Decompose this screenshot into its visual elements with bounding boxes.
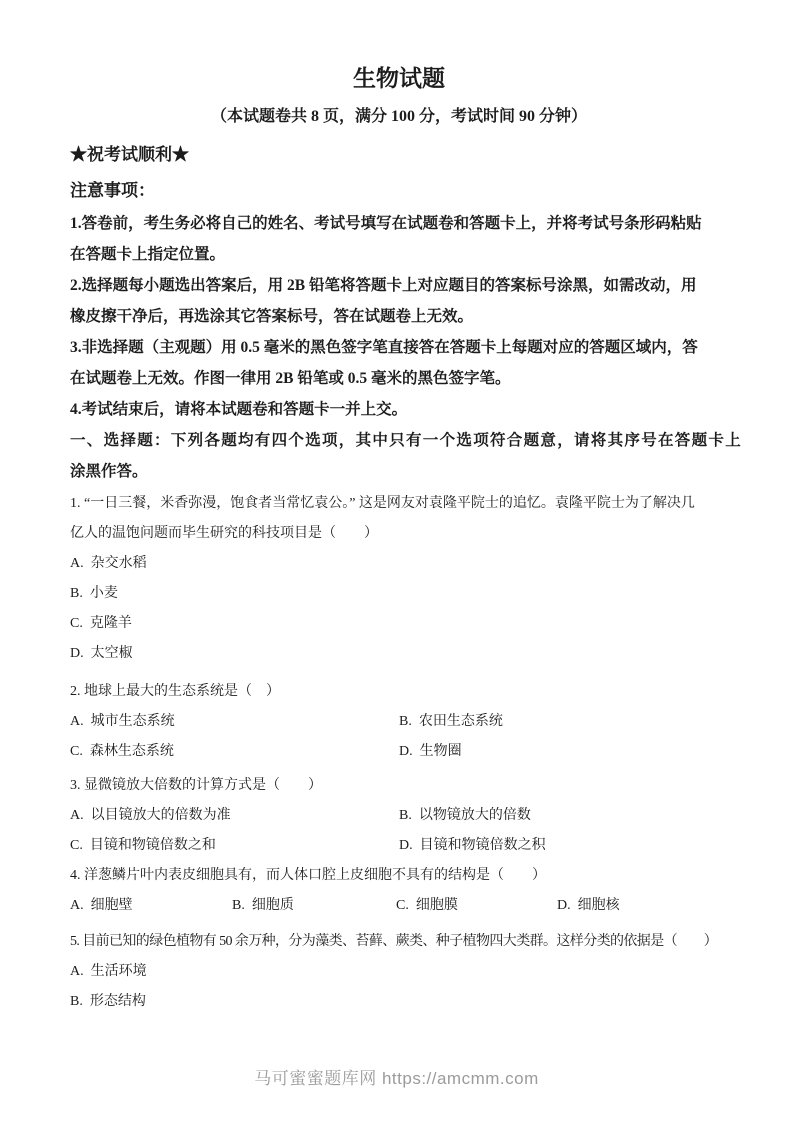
- exam-wish-line: ★祝考试顺利★: [70, 145, 189, 164]
- exam-meta-subtitle: （本试题卷共 8 页，满分 100 分，考试时间 90 分钟）: [210, 108, 587, 125]
- section-one-intro-b: 涂黑作答。: [70, 463, 148, 480]
- notice-heading: 注意事项：: [70, 181, 155, 200]
- question-3-text: 3. 显微镜放大倍数的计算方式是（ ）: [70, 778, 322, 793]
- question-2-text: 2. 地球上最大的生态系统是（ ）: [70, 684, 280, 699]
- footer-watermark: 马可蜜蜜题库网 https://amcmm.com: [254, 1069, 539, 1088]
- question-3-options: [70, 801, 728, 861]
- notice-line-2b: 橡皮擦干净后，再选涂其它答案标号，答在试题卷上无效。: [70, 308, 474, 325]
- question-1-text-line-2: 亿人的温饱问题而毕生研究的科技项目是（ ）: [70, 526, 378, 541]
- question-list: [70, 489, 728, 1017]
- question-3-option-d: D. 目镜和物镜倍数之积: [399, 838, 546, 853]
- question-4-text: 4. 洋葱鳞片叶内表皮细胞具有，而人体口腔上皮细胞不具有的结构是（ ）: [70, 868, 546, 883]
- notice-line-4: 4.考试结束后，请将本试题卷和答题卡一并上交。: [70, 401, 408, 418]
- question-1-text-line-1: 1. “一日三餐，米香弥漫，饱食者当常忆袁公。” 这是网友对袁隆平院士的追忆。袁隆平院士为了解决几: [70, 496, 695, 511]
- notice-line-2a: 2.选择题每小题选出答案后，用 2B 铅笔将答题卡上对应题目的答案标号涂黑，如需改动，用: [70, 277, 697, 294]
- question-4-option-d: D. 细胞核: [557, 898, 620, 913]
- notice-line-1b: 在答题卡上指定位置。: [70, 246, 226, 263]
- question-4: [70, 861, 728, 921]
- question-1: [70, 489, 728, 669]
- question-1-option-b: B. 小麦: [70, 586, 118, 601]
- page-title: 生物试题: [353, 66, 445, 91]
- question-4-options: [70, 891, 728, 921]
- question-5-option-a: A. 生活环境: [70, 964, 147, 979]
- notice-line-1a: 1.答卷前，考生务必将自己的姓名、考试号填写在试题卷和答题卡上，并将考试号条形码粘贴: [70, 215, 702, 232]
- question-1-option-c: C. 克隆羊: [70, 616, 132, 631]
- question-3: [70, 771, 728, 861]
- question-1-option-a: A. 杂交水稻: [70, 556, 147, 571]
- question-2-options: [70, 707, 728, 767]
- question-2-option-a: A. 城市生态系统: [70, 714, 175, 729]
- section-one-intro-a: 一、选择题：下列各题均有四个选项，其中只有一个选项符合题意，请将其序号在答题卡上: [70, 432, 743, 449]
- question-2-option-c: C. 森林生态系统: [70, 744, 174, 759]
- notice-section: [70, 208, 743, 487]
- question-2-option-b: B. 农田生态系统: [399, 714, 503, 729]
- question-5: [70, 927, 728, 1017]
- question-4-option-c: C. 细胞膜: [396, 898, 458, 913]
- question-3-option-b: B. 以物镜放大的倍数: [399, 808, 531, 823]
- question-3-option-c: C. 目镜和物镜倍数之和: [70, 838, 216, 853]
- question-2-option-d: D. 生物圈: [399, 744, 462, 759]
- question-5-text: 5. 目前已知的绿色植物有 50 余万种，分为藻类、苔藓、蕨类、种子植物四大类群。这样分类的依据是（ ）: [70, 934, 718, 949]
- question-3-option-a: A. 以目镜放大的倍数为准: [70, 808, 231, 823]
- question-1-option-d: D. 太空椒: [70, 646, 133, 661]
- notice-line-3a: 3.非选择题（主观题）用 0.5 毫米的黑色签字笔直接答在答题卡上每题对应的答题区域内，答: [70, 339, 698, 356]
- question-4-option-b: B. 细胞质: [232, 898, 294, 913]
- question-5-option-b: B. 形态结构: [70, 994, 146, 1009]
- question-2: [70, 677, 728, 767]
- notice-line-3b: 在试题卷上无效。作图一律用 2B 铅笔或 0.5 毫米的黑色签字笔。: [70, 370, 511, 387]
- question-4-option-a: A. 细胞壁: [70, 898, 133, 913]
